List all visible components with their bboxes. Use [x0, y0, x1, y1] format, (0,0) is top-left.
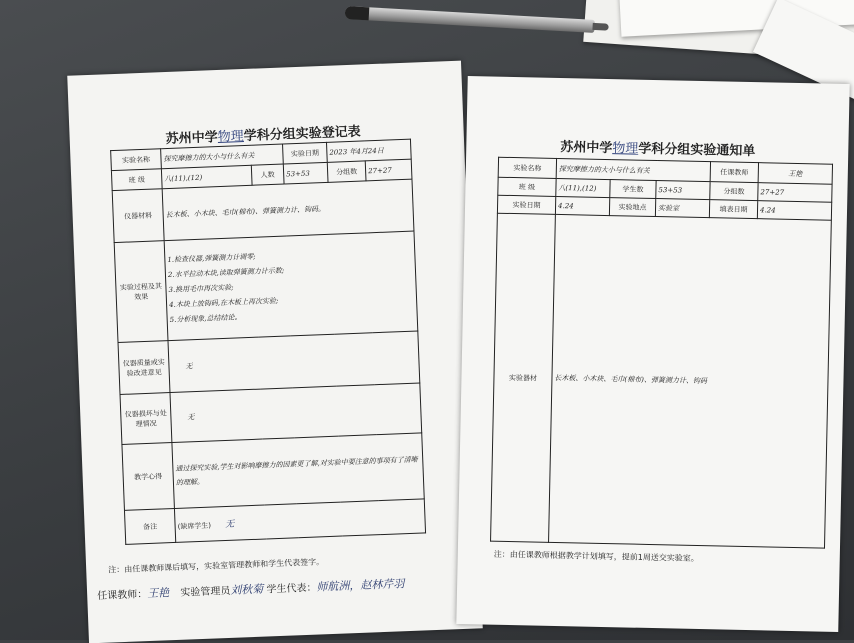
value-people: 53+53	[283, 162, 328, 184]
notice-footnote: 注：由任课教师根据教学计划填写，提前1周送交实验室。	[493, 549, 699, 564]
manager-label: 实验管理员	[180, 585, 231, 599]
notice-sheet	[456, 76, 849, 632]
label-equipment: 仪器材料	[112, 189, 164, 243]
value-remarks: 无	[225, 519, 235, 531]
absent-students-label: (缺席学生)	[177, 521, 212, 531]
register-footnote: 注：由任课教师课后填写，实验室管理教师和学生代表签字。	[108, 557, 325, 575]
register-table	[110, 139, 426, 545]
value-fill-date: 4.24	[757, 201, 831, 221]
student-signature: 师航洲，赵林芹羽	[316, 577, 405, 594]
pen-cap	[345, 6, 370, 20]
pen-tip	[592, 23, 608, 31]
label-fill-date: 填表日期	[709, 200, 757, 219]
manager-signature: 刘秋菊	[230, 582, 264, 597]
value-groups: 27+27	[758, 183, 832, 203]
label-experiment-name: 实验名称	[498, 157, 556, 178]
teacher-label: 任课教师：	[97, 589, 148, 602]
value-damage: 无	[170, 383, 422, 443]
label-experiment-date: 实验日期	[283, 142, 328, 164]
label-experiment-name: 实验名称	[111, 149, 162, 171]
label-people: 人数	[251, 164, 284, 185]
label-remarks: 备注	[124, 508, 175, 544]
value-quality: 无	[168, 331, 420, 393]
register-title-subject: 物理	[217, 129, 245, 146]
notice-title-subject: 物理	[612, 141, 639, 157]
notice-title: 苏州中学物理学科分组实验通知单	[560, 140, 756, 160]
value-experiment-date: 2023 年4月24日	[326, 139, 411, 162]
value-equipment: 长木板、小木块、毛巾(棉布)、弹簧测力计、钩码。	[162, 179, 414, 241]
value-reflection: 通过探究实验,学生对影响摩擦力的因素更了解,对实验中要注意的事项有了清晰的理解。	[172, 433, 424, 509]
student-label: 学生代表：	[266, 582, 317, 596]
label-process: 实验过程及其效果	[114, 241, 168, 343]
value-class: 八(11),(12)	[556, 178, 610, 197]
value-experiment-name: 探究摩擦力的大小与什么有关	[161, 144, 284, 169]
label-date: 实验日期	[497, 195, 555, 214]
register-title: 苏州中学物理学科分组实验登记表	[165, 124, 361, 148]
value-equipment: 长木板、小木块、毛巾(棉布)、弹簧测力计、钩码	[549, 214, 832, 548]
value-experiment-name: 探究摩擦力的大小与什么有关	[556, 158, 710, 181]
process-step: 4.木块上放钩码,在木板上再次实验;	[168, 296, 279, 310]
label-location: 实验地点	[609, 198, 655, 217]
register-sheet	[67, 61, 483, 643]
value-process	[164, 231, 418, 341]
value-date: 4.24	[555, 196, 609, 215]
teacher-signature: 王艳	[146, 586, 170, 601]
label-student-count: 学生数	[610, 180, 656, 199]
label-class: 班 级	[111, 169, 162, 191]
process-step: 2.水平拉动木块,读取弹簧测力计示数;	[167, 266, 285, 280]
label-teacher: 任课教师	[710, 162, 758, 183]
process-step: 1.检查仪器,弹簧测力计调零;	[167, 252, 256, 265]
value-student-count: 53+53	[656, 181, 710, 200]
value-teacher: 王艳	[758, 163, 832, 185]
process-step: 5.分析现象,总结结论。	[169, 313, 242, 325]
label-quality: 仪器质量或实验改进意见	[118, 341, 170, 395]
process-step: 3.换用毛巾再次实验;	[168, 283, 234, 295]
value-groups: 27+27	[365, 159, 412, 181]
label-equipment: 实验器材	[491, 213, 556, 542]
label-damage: 仪器损坏与处理情况	[120, 393, 172, 445]
value-location: 实验室	[655, 199, 709, 218]
notice-table	[490, 157, 833, 549]
label-groups: 分组数	[710, 182, 758, 201]
label-reflection: 教学心得	[122, 443, 174, 511]
label-groups: 分组数	[327, 161, 366, 182]
value-class: 八(11),(12)	[161, 165, 252, 188]
register-signatures	[97, 575, 405, 603]
label-class: 班 级	[498, 177, 556, 196]
